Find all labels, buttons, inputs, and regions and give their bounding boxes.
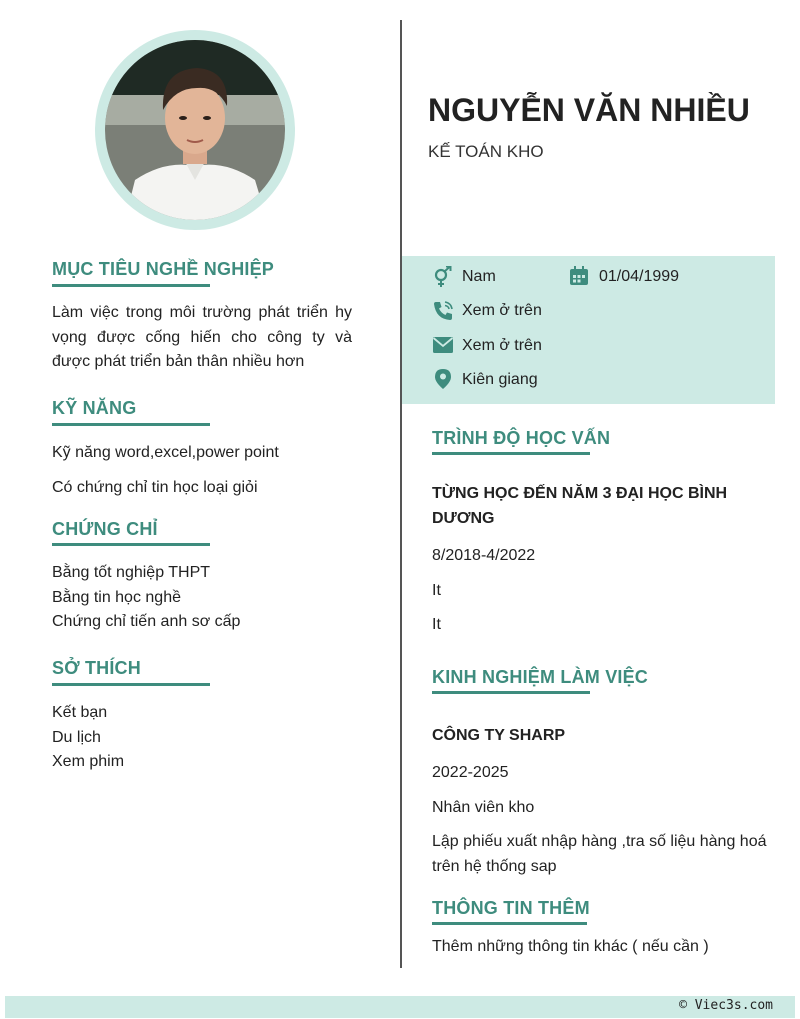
education-underline: [432, 452, 590, 455]
education-title: TRÌNH ĐỘ HỌC VẤN: [432, 428, 611, 448]
experience-title: KINH NGHIỆM LÀM VIỆC: [432, 667, 649, 687]
education-school-line2: DƯƠNG: [432, 509, 495, 527]
objective-underline: [52, 284, 210, 287]
avatar: [105, 40, 285, 220]
education-school: [432, 482, 772, 531]
experience-position: Nhân viên kho: [432, 799, 535, 816]
phone-icon: [432, 300, 454, 327]
education-period: 8/2018-4/2022: [432, 547, 536, 564]
skill-item: Có chứng chỉ tin học loại giỏi: [52, 479, 258, 496]
footer-bar: [5, 996, 795, 1018]
phone-value: Xem ở trên: [462, 302, 542, 319]
hobbies-underline: [52, 683, 210, 686]
hobby-item: Xem phim: [52, 753, 125, 770]
certificates-title: CHỨNG CHỈ: [52, 519, 158, 539]
calendar-icon: [569, 266, 589, 291]
footer-credit: © Viec3s.com: [679, 998, 773, 1013]
dob-value: 01/04/1999: [599, 268, 680, 285]
certificate-item: Bằng tốt nghiệp THPT: [52, 564, 211, 581]
email-icon: [432, 336, 454, 359]
skill-item: Kỹ năng word,excel,power point: [52, 444, 279, 461]
certificate-item: Bằng tin học nghề: [52, 589, 181, 606]
objective-title: MỤC TIÊU NGHỀ NGHIỆP: [52, 259, 275, 279]
education-major: It: [432, 582, 441, 599]
education-school-line1: TỪNG HỌC ĐẾN NĂM 3 ĐẠI HỌC BÌNH: [432, 485, 728, 502]
certificates-underline: [52, 543, 210, 546]
job-title: KẾ TOÁN KHO: [428, 142, 544, 161]
hobby-item: Kết bạn: [52, 704, 108, 721]
skills-title: KỸ NĂNG: [52, 398, 137, 418]
address-value: Kiên giang: [462, 371, 538, 388]
location-icon: [434, 368, 452, 395]
objective-text: Làm việc trong môi trường phát triển hy vọng được cống hiến cho công ty và được phát triển bản thân nhiều hơn: [52, 304, 352, 370]
skills-underline: [52, 423, 210, 426]
hobby-item: Du lịch: [52, 729, 101, 746]
extra-info-text: Thêm những thông tin khác ( nếu cần ): [432, 938, 709, 955]
extra-info-title: THÔNG TIN THÊM: [432, 898, 590, 918]
certificate-item: Chứng chỉ tiến anh sơ cấp: [52, 613, 241, 630]
email-value: Xem ở trên: [462, 337, 542, 354]
education-detail: It: [432, 616, 441, 633]
gender-value: Nam: [462, 268, 496, 285]
gender-icon: [432, 266, 454, 293]
avatar-frame: [95, 30, 295, 230]
experience-description: Lập phiếu xuất nhập hàng ,tra số liệu hàng hoá trên hệ thống sap: [432, 833, 767, 875]
column-divider: [400, 20, 402, 968]
contact-info-box: [402, 256, 775, 404]
extra-info-underline: [432, 922, 587, 925]
hobbies-title: SỞ THÍCH: [52, 658, 141, 678]
experience-underline: [432, 691, 590, 694]
experience-period: 2022-2025: [432, 764, 509, 781]
experience-company: CÔNG TY SHARP: [432, 727, 566, 744]
candidate-name: NGUYỄN VĂN NHIỀU: [428, 92, 750, 128]
